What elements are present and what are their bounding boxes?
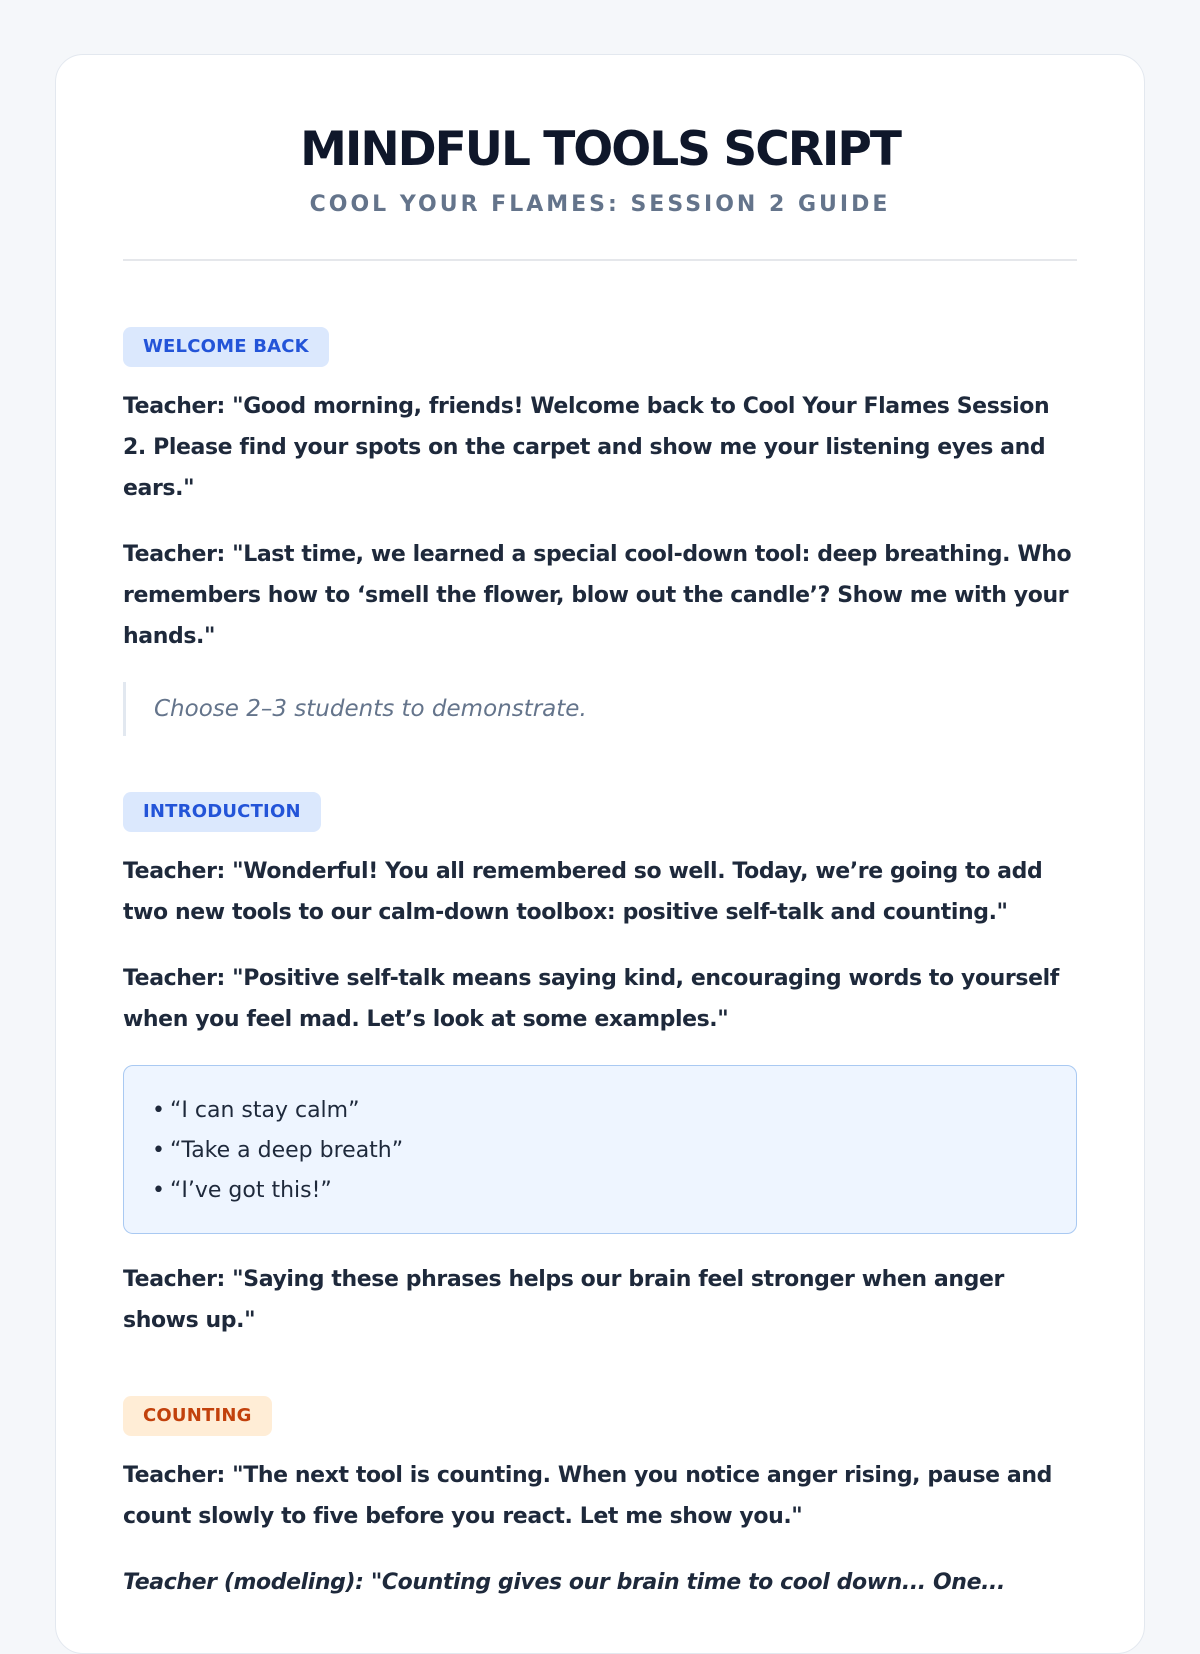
script-content xyxy=(123,55,1077,1603)
bullet-icon: • xyxy=(152,1138,165,1163)
counting-paragraph-1: Teacher: "The next tool is counting. When you notice anger rising, pause and count slowly to five before you react. Let me show you." xyxy=(123,1463,1052,1529)
list-item xyxy=(152,1091,1076,1131)
teacher-note: Choose 2–3 students to demonstrate. xyxy=(123,682,1077,736)
section-introduction xyxy=(123,792,1077,1341)
welcome-paragraph-2: Teacher: "Last time, we learned a special cool-down tool: deep breathing. Who remembers how to ‘smell the flower, blow out the candle’? Show me with your hands." xyxy=(123,542,1072,649)
counting-badge: COUNTING xyxy=(123,1396,272,1436)
counting-modeling-text: Teacher (modeling): "Counting gives our brain time to cool down... One... xyxy=(123,1570,1005,1595)
page-title: MINDFUL TOOLS SCRIPT xyxy=(300,122,900,177)
introduction-paragraph-3: Teacher: "Saying these phrases helps our brain feel stronger when anger shows up." xyxy=(123,1267,1004,1333)
example-text: “Take a deep breath” xyxy=(170,1138,404,1163)
list-item xyxy=(152,1131,1076,1171)
list-item xyxy=(152,1171,1076,1211)
introduction-paragraph-2: Teacher: "Positive self-talk means saying kind, encouraging words to yourself when you feel mad. Let’s look at some examples." xyxy=(123,966,1059,1032)
introduction-badge: INTRODUCTION xyxy=(123,792,321,832)
self-talk-examples-list xyxy=(152,1091,1076,1211)
bullet-icon: • xyxy=(152,1098,165,1123)
bullet-icon: • xyxy=(152,1178,165,1203)
section-counting xyxy=(123,1396,1077,1603)
section-welcome xyxy=(123,327,1077,736)
example-text: “I’ve got this!” xyxy=(170,1178,332,1203)
welcome-back-badge: WELCOME BACK xyxy=(123,327,329,367)
example-text: “I can stay calm” xyxy=(170,1098,360,1123)
introduction-paragraph-1: Teacher: "Wonderful! You all remembered so well. Today, we’re going to add two new tools to our calm-down toolbox: positive self-talk and counting." xyxy=(123,859,1043,925)
script-card xyxy=(55,54,1145,1654)
self-talk-examples-box xyxy=(123,1065,1077,1234)
page-subtitle: COOL YOUR FLAMES: SESSION 2 GUIDE xyxy=(309,192,891,217)
welcome-paragraph-1: Teacher: "Good morning, friends! Welcome back to Cool Your Flames Session 2. Please find your spots on the carpet and show me your listening eyes and ears." xyxy=(123,394,1050,501)
header-divider xyxy=(123,259,1077,261)
